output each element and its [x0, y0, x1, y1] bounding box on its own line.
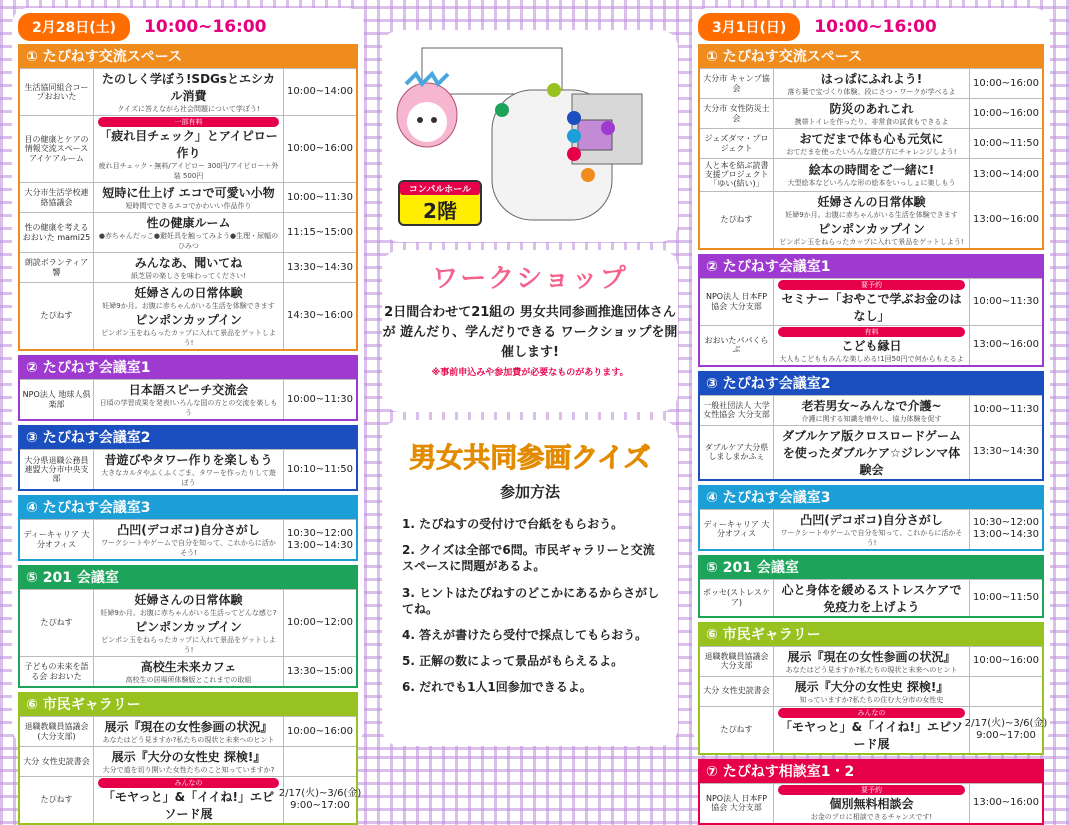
quiz-step: 3. ヒントはたぴねすのどこかにあるからさがしてね。: [402, 585, 660, 616]
section-title: ① たぴねす交流スペース: [700, 46, 1042, 68]
event-time: 13:00~16:00: [972, 339, 1039, 351]
organizer: 大分 女性史読書会: [20, 747, 94, 776]
event-title: 短時に仕上げ エコで可愛い小物: [102, 186, 275, 200]
event-row: [700, 68, 1042, 98]
organizer: 生活協同組合コープおおいた: [20, 69, 94, 115]
organizer: たぴねす: [20, 283, 94, 349]
event-info: [94, 747, 284, 776]
section-title: ④ たぴねす会議室3: [700, 487, 1042, 509]
event-time: 13:30~14:30: [972, 446, 1039, 458]
organizer: 大分市 女性防災士会: [700, 99, 774, 128]
section-5: [698, 555, 1044, 618]
event-row: [700, 98, 1042, 128]
event-row: [20, 115, 356, 182]
event-title: 「モヤっと」&「イイね!」エピソード展: [103, 790, 274, 821]
event-info: [774, 99, 970, 128]
event-desc: ピンポン玉をねらったカップに入れて景品をゲットしよう!: [779, 237, 964, 246]
workshop-title: ワークショップ: [432, 264, 628, 294]
event-desc: 紙芝居の楽しさを味わってください!: [131, 272, 246, 280]
organizer: たぴねす: [20, 590, 94, 656]
event-desc: ワークシートやゲームで自分を知って、これからに活かそう!: [101, 539, 276, 557]
event-desc: 妊婦9か月。お腹に赤ちゃんがいる生活を体験できます: [785, 210, 958, 219]
organizer: 大分市生活学校連絡協議会: [20, 183, 94, 212]
event-row: [20, 656, 356, 686]
event-title: 凸凹(デコボコ)自分さがし: [117, 523, 260, 537]
event-time: 10:00~16:00: [972, 107, 1039, 119]
organizer: たぴねす: [20, 777, 94, 823]
event-info: [774, 426, 970, 479]
quiz-panel: [382, 420, 678, 746]
event-title: 展示『大分の女性史 探検!』: [794, 679, 949, 694]
event-info: [94, 116, 284, 182]
quiz-title: 男女共同参画クイズ: [409, 443, 651, 474]
event-row: [700, 278, 1042, 325]
section-3: [698, 371, 1044, 481]
event-desc: 日頃の学習成果を発表!いろんな国の方との交流を楽しもう: [99, 399, 278, 417]
event-row: [20, 746, 356, 776]
event-title: はっぱにふれよう!: [820, 72, 923, 86]
workshop-note: ※事前申込みや参加費が必要なものがあります。: [431, 368, 629, 379]
section-title: ⑤ 201 会議室: [700, 557, 1042, 579]
event-title: 防災のあれこれ: [829, 102, 914, 116]
event-time: 10:00~11:50: [972, 137, 1039, 149]
event-row: [700, 646, 1042, 676]
organizer: 大分 女性史読書会: [700, 677, 774, 706]
day2-sections: [698, 44, 1048, 825]
event-info: [774, 192, 970, 248]
venue-label: [398, 180, 482, 226]
event-time: 13:00~16:00: [972, 213, 1039, 225]
event-info: [774, 510, 970, 549]
section-3: [18, 425, 358, 491]
floor-map-panel: [382, 30, 678, 242]
event-time: 10:00~11:30: [972, 404, 1039, 416]
event-desc: 短時間でできるエコでかわいい作品作り: [125, 202, 252, 210]
event-row: [700, 676, 1042, 706]
event-desc: おてだまを使ったいろんな遊び方にチャレンジしよう!: [786, 148, 957, 156]
event-desc: ピンポン玉をねらったカップに入れて景品をゲットしよう!: [101, 636, 276, 654]
event-time: 10:30~12:00 13:00~14:30: [286, 527, 353, 551]
event-time: 10:00~12:00: [286, 617, 353, 628]
event-row: [20, 776, 362, 823]
event-row: [700, 325, 1042, 365]
event-desc: あなたはどう見ますか?私たちの現状と未来へのヒント: [785, 665, 958, 674]
event-time: [284, 747, 356, 776]
event-row: [700, 395, 1042, 425]
event-title: 日本語スピーチ交流会: [128, 383, 249, 397]
event-time: 10:30~12:00 13:00~14:30: [972, 517, 1039, 541]
event-desc: 携帯トイレを作ったり、非常食の試食もできるよ: [794, 118, 949, 126]
event-time: 13:00~14:00: [972, 168, 1039, 180]
event-title: こども縁日: [841, 338, 902, 353]
event-row: [700, 706, 1048, 753]
section-7: [698, 759, 1044, 825]
event-title: セミナー「おやこで学ぶお金のはなし」: [781, 291, 962, 323]
day1-sections: [18, 44, 362, 825]
event-title: 高校生未来カフェ: [140, 660, 237, 674]
event-tag: 要予約: [778, 280, 965, 290]
event-desc: ピンポン玉をねらったカップに入れて景品をゲットしよう!: [101, 329, 276, 347]
section-6: [698, 622, 1048, 755]
organizer: 目の健康とケアの情報交流スペース アイケアルーム: [20, 116, 94, 182]
event-desc: ワークシートやゲームで自分を知って、これからに活かそう!: [780, 528, 963, 547]
event-desc: 大人もこどももみんな楽しめる!1回50円で何からもえるよ: [779, 354, 964, 363]
event-title: ピンポンカップイン: [818, 221, 925, 236]
event-row: [20, 379, 356, 419]
section-title: ⑥ 市民ギャラリー: [20, 694, 356, 716]
event-title: 「疲れ目チェック」とアイピロー作り: [99, 129, 278, 160]
event-tag: 有料: [778, 327, 965, 337]
event-title: 昔遊びやタワー作りを楽しもう: [104, 453, 273, 467]
event-info: [94, 253, 284, 282]
event-time: [970, 677, 1042, 706]
event-info: [774, 784, 970, 823]
event-info: [774, 326, 970, 365]
event-title: 個別無料相談会: [829, 796, 914, 811]
event-title: みんなあ、聞いてね: [134, 256, 243, 270]
section-title: ② たぴねす会議室1: [20, 357, 356, 379]
event-title: 凸凹(デコボコ)自分さがし: [800, 512, 943, 527]
event-row: [700, 128, 1042, 158]
event-time: 2/17(火)~3/6(金) 9:00~17:00: [964, 717, 1048, 741]
section-2: [18, 355, 358, 421]
event-row: [20, 519, 356, 559]
event-desc: 知っていますか?私たちの住む大分市の女性史: [799, 695, 944, 704]
section-title: ② たぴねす会議室1: [700, 256, 1042, 278]
event-title: 妊婦さんの日常体験: [134, 286, 243, 300]
event-desc: 高校生の居場所体験版とこれまでの取組: [125, 676, 252, 684]
event-info: [774, 707, 970, 753]
event-time: 13:00~16:00: [972, 797, 1039, 809]
event-time: 10:00~11:30: [286, 191, 353, 203]
event-time: 10:00~16:00: [286, 143, 353, 154]
event-title: 妊婦さんの日常体験: [817, 194, 926, 209]
day1-header: [18, 14, 358, 40]
event-time: 10:00~16:00: [972, 77, 1039, 89]
event-time: 11:15~15:00: [286, 226, 353, 238]
event-desc: 介護に関する知識を増やし、協力体験を促す: [801, 414, 942, 423]
organizer: 朗読ボランティア 響: [20, 253, 94, 282]
event-row: [700, 191, 1042, 248]
event-title: たのしく学ぼう!SDGsとエシカル消費: [101, 72, 276, 103]
day2-column: [692, 8, 1050, 821]
event-time: 13:30~15:00: [286, 665, 353, 677]
quiz-subtitle: 参加方法: [499, 483, 560, 501]
day1-column: [12, 8, 364, 821]
event-time: 10:00~11:30: [286, 393, 353, 405]
section-1: [18, 44, 358, 351]
mascot-image: [392, 70, 462, 170]
event-desc: ●赤ちゃんだっこ●避妊具を触ってみよう●生理・尿幅のひみつ: [98, 232, 279, 250]
organizer: 大分県退職公務員連盟大分市中央支部: [20, 450, 94, 489]
event-title: ピンポンカップイン: [135, 313, 242, 327]
event-time: 10:00~11:50: [972, 591, 1039, 603]
organizer: NPO法人 日本FP協会 大分支部: [700, 784, 774, 823]
event-title: ダブルケア版クロスロードゲームを使ったダブルケア☆ジレンマ体験会: [781, 428, 962, 477]
event-desc: 大分で道を切り開いた女性たちのこと知っていますか?: [102, 766, 275, 774]
event-info: [774, 647, 970, 676]
section-title: ③ たぴねす会議室2: [700, 373, 1042, 395]
section-1: [698, 44, 1044, 250]
section-6: [18, 692, 362, 825]
event-row: [20, 589, 356, 656]
event-time: 13:30~14:30: [286, 261, 353, 273]
organizer: たぴねす: [700, 707, 774, 753]
organizer: ディーキャリア 大分オフィス: [20, 520, 94, 559]
section-2: [698, 254, 1044, 367]
floor-label: 2階: [423, 199, 457, 223]
event-info: [774, 69, 970, 98]
section-4: [18, 495, 358, 561]
event-row: [700, 783, 1042, 823]
section-title: ⑦ たぴねす相談室1・2: [700, 761, 1042, 783]
organizer: ディーキャリア 大分オフィス: [700, 510, 774, 549]
organizer: 一般社団法人 大学女性協会 大分支部: [700, 396, 774, 425]
organizer: 退職教職員協議会(大分支部): [20, 717, 94, 746]
workshop-body: 2日間合わせて21組の 男女共同参画推進団体さんが 遊んだり、学んだりできる ワークショップを開催します!: [382, 305, 678, 361]
organizer: 大分市 キャンプ協会: [700, 69, 774, 98]
event-desc: 落ち葉で宝づくり体験、段にさつ・ワークが学べるよ: [787, 88, 956, 96]
event-time: 2/17(火)~3/6(金) 9:00~17:00: [278, 788, 362, 811]
event-title: 妊婦さんの日常体験: [134, 593, 243, 607]
section-title: ③ たぴねす会議室2: [20, 427, 356, 449]
venue-name: コンパルホール: [400, 182, 480, 195]
section-title: ① たぴねす交流スペース: [20, 46, 356, 68]
event-tag: 要予約: [778, 785, 965, 795]
event-desc: お金のプロに相談できるチャンスです!: [810, 812, 933, 821]
day2-hours: 10:00~16:00: [814, 17, 937, 37]
event-time: 10:00~16:00: [972, 655, 1039, 667]
day2-header: [698, 14, 1044, 40]
event-title: 老若男女~みんなで介護~: [801, 398, 942, 413]
organizer: おおいたパパくらぶ: [700, 326, 774, 365]
event-time: 10:00~16:00: [286, 725, 353, 737]
event-info: [94, 213, 284, 252]
event-info: [774, 677, 970, 706]
event-desc: あなたはどう見ますか?私たちの現状と未来へのヒント: [102, 736, 275, 744]
event-info: [94, 777, 284, 823]
event-time: 14:30~16:00: [286, 310, 353, 321]
event-title: 「モヤっと」&「イイね!」エピソード展: [780, 719, 963, 751]
event-info: [774, 129, 970, 158]
event-title: おてだまで体も心も元気に: [799, 132, 944, 146]
event-time: 10:00~14:00: [286, 86, 353, 97]
event-time: 10:00~11:30: [972, 295, 1039, 307]
section-4: [698, 485, 1044, 551]
organizer: NPO法人 地球人倶楽部: [20, 380, 94, 419]
event-info: [774, 396, 970, 425]
event-info: [94, 69, 284, 115]
event-title: 展示『現在の女性参画の状況』: [104, 720, 273, 734]
event-title: ピンポンカップイン: [135, 620, 242, 634]
organizer: 性の健康を考えるおおいた mami25: [20, 213, 94, 252]
organizer: 退職教職員協議会 大分支部: [700, 647, 774, 676]
event-row: [700, 425, 1042, 479]
section-title: ④ たぴねす会議室3: [20, 497, 356, 519]
organizer: たぴねす: [700, 192, 774, 248]
quiz-step: 5. 正解の数によって景品がもらえるよ。: [402, 654, 624, 669]
event-tag: みんなの: [98, 778, 279, 788]
event-title: 展示『現在の女性参画の状況』: [787, 649, 956, 664]
quiz-steps: [402, 516, 662, 696]
event-title: 心と身体を緩めるストレスケアで免疫力を上げよう: [781, 582, 962, 614]
event-time: 10:10~11:50: [286, 463, 353, 475]
event-tag: 一部有料: [98, 117, 279, 127]
event-row: [20, 68, 356, 115]
organizer: 子どもの未来を語る会 おおいた: [20, 657, 94, 686]
event-info: [94, 183, 284, 212]
event-desc: クイズに答えながら社会問題について学ぼう!: [117, 105, 260, 113]
event-info: [94, 380, 284, 419]
event-title: 絵本の時間をご一緒に!: [808, 163, 935, 178]
event-desc: 疲れ目チェック・無料/アイピロー 300円/アイピロー＋外装 500円: [98, 162, 279, 180]
event-row: [20, 212, 356, 252]
organizer: 人と本を結ぶ読書支援プロジェクト「ゆい(結い)」: [700, 159, 774, 191]
event-info: [94, 283, 284, 349]
day1-date-badge: 2月28日(土): [18, 13, 130, 41]
section-title: ⑥ 市民ギャラリー: [700, 624, 1042, 646]
event-info: [94, 717, 284, 746]
event-row: [700, 579, 1042, 616]
workshop-panel: [382, 250, 678, 412]
quiz-step: 2. クイズは全部で6問。市民ギャラリーと交流スペースに問題があるよ。: [402, 543, 655, 574]
event-tag: みんなの: [778, 708, 965, 718]
event-info: [94, 520, 284, 559]
event-desc: 大きなカルタやふくふくごま、タワーを作ったりして遊ぼう: [101, 469, 276, 487]
section-title: ⑤ 201 会議室: [20, 567, 356, 589]
event-row: [20, 282, 356, 349]
event-row: [700, 158, 1042, 191]
event-info: [94, 450, 284, 489]
event-desc: 妊婦9か月。お腹に赤ちゃんがいる生活ってどんな感じ?: [100, 609, 277, 617]
event-row: [700, 509, 1042, 549]
event-info: [774, 580, 970, 616]
event-info: [774, 159, 970, 191]
section-5: [18, 565, 358, 688]
organizer: ジェズダマ・プロジェクト: [700, 129, 774, 158]
event-title: 展示『大分の女性史 探検!』: [111, 750, 266, 764]
event-info: [94, 590, 284, 656]
event-info: [94, 657, 284, 686]
event-desc: 妊婦9か月。お腹に赤ちゃんがいる生活を体験できます: [102, 302, 275, 310]
day1-hours: 10:00~16:00: [144, 17, 267, 37]
event-desc: 大型絵本などいろんな形の絵本をいっしょに楽しもう: [787, 179, 956, 188]
quiz-step: 6. だれでも1人1回参加できるよ。: [402, 680, 592, 695]
quiz-step: 1. たぴねすの受付けで台紙をもらおう。: [402, 517, 624, 531]
event-info: [774, 279, 970, 325]
organizer: NPO法人 日本FP協会 大分支部: [700, 279, 774, 325]
event-title: 性の健康ルーム: [146, 216, 231, 230]
organizer: ダブルケア大分県しましまかふぇ: [700, 426, 774, 479]
event-row: [20, 182, 356, 212]
event-row: [20, 252, 356, 282]
day2-date-badge: 3月1日(日): [698, 13, 800, 41]
quiz-step: 4. 答えが書けたら受付で採点してもらおう。: [402, 627, 648, 642]
event-row: [20, 716, 356, 746]
event-row: [20, 449, 356, 489]
organizer: ポッセ(ストレスケア): [700, 580, 774, 616]
